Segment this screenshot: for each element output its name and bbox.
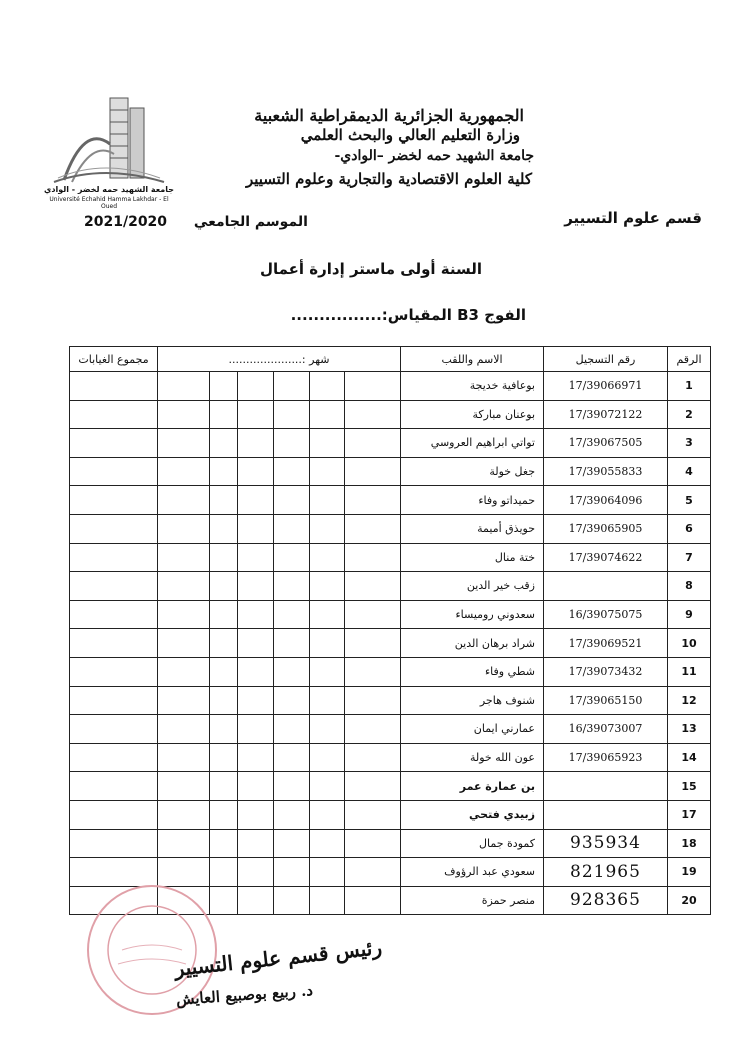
attendance-cell[interactable]: [274, 629, 310, 658]
attendance-cell[interactable]: [345, 829, 401, 858]
row-number: 13: [668, 715, 711, 744]
registration-number: 17/39073432: [544, 657, 668, 686]
table-row: [70, 829, 711, 858]
total-absences-cell[interactable]: [70, 543, 158, 572]
attendance-cell[interactable]: [345, 486, 401, 515]
attendance-cell[interactable]: [238, 429, 274, 458]
attendance-cell[interactable]: [158, 372, 210, 401]
attendance-cell[interactable]: [345, 543, 401, 572]
attendance-cell[interactable]: [345, 858, 401, 887]
attendance-cell[interactable]: [310, 772, 345, 801]
attendance-cell[interactable]: [210, 486, 238, 515]
table-row: [70, 457, 711, 486]
row-number: 14: [668, 743, 711, 772]
attendance-cell[interactable]: [274, 715, 310, 744]
attendance-cell[interactable]: [345, 429, 401, 458]
student-name: بن عمارة عمر: [401, 772, 544, 801]
registration-number: 17/39067505: [544, 429, 668, 458]
header-month: شهر :.....................: [158, 347, 401, 372]
student-name: عون الله خولة: [401, 743, 544, 772]
attendance-cell[interactable]: [274, 686, 310, 715]
row-number: 6: [668, 514, 711, 543]
attendance-cell[interactable]: [345, 686, 401, 715]
group-code: B3: [457, 306, 479, 324]
attendance-cell[interactable]: [238, 829, 274, 858]
attendance-cell[interactable]: [345, 886, 401, 915]
attendance-cell[interactable]: [238, 743, 274, 772]
attendance-cell[interactable]: [158, 486, 210, 515]
registration-number: 16/39073007: [544, 715, 668, 744]
attendance-cell[interactable]: [310, 543, 345, 572]
attendance-cell[interactable]: [345, 600, 401, 629]
attendance-cell[interactable]: [345, 572, 401, 601]
attendance-cell[interactable]: [274, 600, 310, 629]
attendance-cell[interactable]: [210, 715, 238, 744]
registration-number: 928365: [544, 886, 668, 915]
table-row: [70, 486, 711, 515]
attendance-cell[interactable]: [274, 772, 310, 801]
attendance-cell[interactable]: [310, 715, 345, 744]
row-number: 18: [668, 829, 711, 858]
student-name: شنوف هاجر: [401, 686, 544, 715]
student-name: بوعنان مباركة: [401, 400, 544, 429]
total-absences-cell[interactable]: [70, 800, 158, 829]
total-absences-cell[interactable]: [70, 600, 158, 629]
total-absences-cell[interactable]: [70, 429, 158, 458]
registration-number: 935934: [544, 829, 668, 858]
registration-number: 821965: [544, 858, 668, 887]
attendance-cell[interactable]: [158, 829, 210, 858]
header-republic: الجمهورية الجزائرية الديمقراطية الشعبية: [254, 106, 524, 125]
student-name: زقب خير الدين: [401, 572, 544, 601]
attendance-cell[interactable]: [158, 686, 210, 715]
total-absences-cell[interactable]: [70, 486, 158, 515]
row-number: 11: [668, 657, 711, 686]
attendance-cell[interactable]: [210, 400, 238, 429]
registration-number: 17/39069521: [544, 629, 668, 658]
row-number: 15: [668, 772, 711, 801]
student-name: زبيدي فتحي: [401, 800, 544, 829]
attendance-cell[interactable]: [158, 514, 210, 543]
attendance-cell[interactable]: [210, 829, 238, 858]
row-number: 17: [668, 800, 711, 829]
attendance-cell[interactable]: [310, 657, 345, 686]
row-number: 19: [668, 858, 711, 887]
group-line: [291, 306, 526, 324]
registration-number: 16/39075075: [544, 600, 668, 629]
group-label: الفوج: [484, 306, 526, 324]
attendance-cell[interactable]: [274, 400, 310, 429]
total-absences-cell[interactable]: [70, 629, 158, 658]
table-header-row: [70, 347, 711, 372]
attendance-cell[interactable]: [310, 600, 345, 629]
total-absences-cell[interactable]: [70, 743, 158, 772]
student-name: سعدوني روميساء: [401, 600, 544, 629]
student-name: شطي وفاء: [401, 657, 544, 686]
attendance-cell[interactable]: [345, 657, 401, 686]
attendance-cell[interactable]: [158, 400, 210, 429]
total-absences-cell[interactable]: [70, 514, 158, 543]
row-number: 8: [668, 572, 711, 601]
header-total-absences: مجموع الغيابات: [70, 347, 158, 372]
row-number: 4: [668, 457, 711, 486]
attendance-cell[interactable]: [274, 657, 310, 686]
registration-number: 17/39065905: [544, 514, 668, 543]
total-absences-cell[interactable]: [70, 829, 158, 858]
attendance-cell[interactable]: [310, 800, 345, 829]
attendance-cell[interactable]: [310, 886, 345, 915]
academic-season: [84, 214, 308, 230]
attendance-cell[interactable]: [210, 629, 238, 658]
attendance-cell[interactable]: [274, 572, 310, 601]
table-row: [70, 800, 711, 829]
student-name: حويذق أميمة: [401, 514, 544, 543]
header-faculty: كلية العلوم الاقتصادية والتجارية وعلوم التسيير: [245, 170, 532, 188]
attendance-cell[interactable]: [238, 772, 274, 801]
attendance-cell[interactable]: [210, 686, 238, 715]
row-number: 9: [668, 600, 711, 629]
attendance-cell[interactable]: [158, 600, 210, 629]
row-number: 2: [668, 400, 711, 429]
attendance-cell[interactable]: [274, 743, 310, 772]
attendance-cell[interactable]: [210, 600, 238, 629]
row-number: 10: [668, 629, 711, 658]
season-year: 2021/2020: [84, 214, 168, 230]
total-absences-cell[interactable]: [70, 657, 158, 686]
attendance-cell[interactable]: [238, 486, 274, 515]
header-registration: رقم التسجيل: [544, 347, 668, 372]
student-name: كمودة جمال: [401, 829, 544, 858]
attendance-cell[interactable]: [238, 600, 274, 629]
total-absences-cell[interactable]: [70, 772, 158, 801]
attendance-cell[interactable]: [345, 800, 401, 829]
registration-number: 17/39072122: [544, 400, 668, 429]
attendance-cell[interactable]: [210, 457, 238, 486]
attendance-cell[interactable]: [310, 457, 345, 486]
attendance-cell[interactable]: [238, 543, 274, 572]
attendance-cell[interactable]: [274, 372, 310, 401]
attendance-cell[interactable]: [210, 657, 238, 686]
attendance-cell[interactable]: [310, 486, 345, 515]
attendance-cell[interactable]: [158, 457, 210, 486]
student-name: جغل خولة: [401, 457, 544, 486]
logo-caption-arabic: جامعة الشهيد حمه لخضر - الوادي: [44, 185, 174, 194]
table-row: [70, 715, 711, 744]
row-number: 7: [668, 543, 711, 572]
table-row: [70, 543, 711, 572]
attendance-cell[interactable]: [210, 372, 238, 401]
attendance-cell[interactable]: [274, 858, 310, 887]
attendance-cell[interactable]: [158, 629, 210, 658]
total-absences-cell[interactable]: [70, 715, 158, 744]
attendance-cell[interactable]: [238, 629, 274, 658]
row-number: 20: [668, 886, 711, 915]
row-number: 5: [668, 486, 711, 515]
attendance-cell[interactable]: [310, 429, 345, 458]
row-number: 12: [668, 686, 711, 715]
total-absences-cell[interactable]: [70, 572, 158, 601]
attendance-cell[interactable]: [345, 629, 401, 658]
attendance-cell[interactable]: [345, 772, 401, 801]
total-absences-cell[interactable]: [70, 686, 158, 715]
attendance-cell[interactable]: [238, 514, 274, 543]
attendance-cell[interactable]: [210, 772, 238, 801]
table-row: [70, 686, 711, 715]
student-name: بوعافية خديجة: [401, 372, 544, 401]
attendance-cell[interactable]: [274, 457, 310, 486]
attendance-cell[interactable]: [238, 572, 274, 601]
attendance-cell[interactable]: [310, 629, 345, 658]
table-row: [70, 372, 711, 401]
attendance-cell[interactable]: [210, 743, 238, 772]
attendance-cell[interactable]: [158, 715, 210, 744]
attendance-cell[interactable]: [210, 514, 238, 543]
attendance-cell[interactable]: [310, 372, 345, 401]
registration-number: 17/39066971: [544, 372, 668, 401]
attendance-cell[interactable]: [345, 457, 401, 486]
attendance-cell[interactable]: [345, 715, 401, 744]
attendance-cell[interactable]: [238, 457, 274, 486]
total-absences-cell[interactable]: [70, 400, 158, 429]
signature-name: د. ربيع بوصبيع العايش: [175, 981, 314, 1009]
department-title: قسم علوم التسيير: [564, 209, 702, 227]
registration-number: 17/39074622: [544, 543, 668, 572]
attendance-cell[interactable]: [274, 514, 310, 543]
header-number: الرقم: [668, 347, 711, 372]
attendance-cell[interactable]: [274, 486, 310, 515]
table-row: [70, 400, 711, 429]
attendance-cell[interactable]: [158, 657, 210, 686]
total-absences-cell[interactable]: [70, 457, 158, 486]
row-number: 3: [668, 429, 711, 458]
attendance-cell[interactable]: [274, 543, 310, 572]
table-row: [70, 629, 711, 658]
attendance-cell[interactable]: [238, 858, 274, 887]
attendance-cell[interactable]: [310, 686, 345, 715]
signature-title: رئيس قسم علوم التسيير: [173, 935, 383, 981]
attendance-cell[interactable]: [345, 743, 401, 772]
student-name: حميداتو وفاء: [401, 486, 544, 515]
attendance-cell[interactable]: [274, 429, 310, 458]
attendance-cell[interactable]: [238, 686, 274, 715]
attendance-cell[interactable]: [310, 743, 345, 772]
attendance-cell[interactable]: [210, 572, 238, 601]
attendance-cell[interactable]: [158, 800, 210, 829]
attendance-cell[interactable]: [158, 543, 210, 572]
registration-number: 17/39064096: [544, 486, 668, 515]
registration-number: [544, 772, 668, 801]
attendance-cell[interactable]: [274, 886, 310, 915]
registration-number: [544, 572, 668, 601]
season-label: الموسم الجامعي: [193, 214, 308, 230]
attendance-cell[interactable]: [238, 800, 274, 829]
module-field: المقياس:................: [290, 306, 452, 324]
total-absences-cell[interactable]: [70, 372, 158, 401]
attendance-cell[interactable]: [210, 429, 238, 458]
attendance-cell[interactable]: [310, 572, 345, 601]
student-name: تواتي ابراهيم العروسي: [401, 429, 544, 458]
table-row: [70, 772, 711, 801]
level-title: السنة أولى ماستر إدارة أعمال: [259, 260, 483, 278]
attendance-cell[interactable]: [210, 543, 238, 572]
attendance-cell[interactable]: [158, 772, 210, 801]
attendance-cell[interactable]: [238, 400, 274, 429]
registration-number: [544, 800, 668, 829]
table-row: [70, 429, 711, 458]
registration-number: 17/39065150: [544, 686, 668, 715]
attendance-cell[interactable]: [238, 657, 274, 686]
header-ministry: وزارة التعليم العالي والبحث العلمي: [300, 126, 520, 144]
registration-number: 17/39065923: [544, 743, 668, 772]
attendance-cell[interactable]: [158, 572, 210, 601]
student-name: عمارني ايمان: [401, 715, 544, 744]
attendance-cell[interactable]: [310, 514, 345, 543]
attendance-cell[interactable]: [345, 400, 401, 429]
student-name: سعودي عبد الرؤوف: [401, 858, 544, 887]
header-university: جامعة الشهيد حمه لخضر –الوادي-: [334, 148, 534, 164]
table-row: [70, 600, 711, 629]
registration-number: 17/39055833: [544, 457, 668, 486]
table-row: [70, 657, 711, 686]
attendance-table: [69, 346, 711, 915]
row-number: 1: [668, 372, 711, 401]
attendance-cell[interactable]: [158, 429, 210, 458]
attendance-cell[interactable]: [345, 514, 401, 543]
attendance-cell[interactable]: [238, 715, 274, 744]
header-name: الاسم واللقب: [401, 347, 544, 372]
logo-caption-latin: Université Echahid Hamma Lakhdar - El Oued: [49, 196, 169, 210]
table-row: [70, 743, 711, 772]
attendance-cell[interactable]: [158, 743, 210, 772]
attendance-cell[interactable]: [345, 372, 401, 401]
attendance-cell[interactable]: [310, 829, 345, 858]
student-name: شراد برهان الدين: [401, 629, 544, 658]
attendance-cell[interactable]: [310, 400, 345, 429]
student-name: منصر حمزة: [401, 886, 544, 915]
attendance-cell[interactable]: [210, 800, 238, 829]
attendance-cell[interactable]: [238, 886, 274, 915]
attendance-cell[interactable]: [274, 800, 310, 829]
table-row: [70, 514, 711, 543]
attendance-cell[interactable]: [310, 858, 345, 887]
table-row: [70, 572, 711, 601]
student-name: ختة منال: [401, 543, 544, 572]
attendance-cell[interactable]: [274, 829, 310, 858]
attendance-cell[interactable]: [238, 372, 274, 401]
